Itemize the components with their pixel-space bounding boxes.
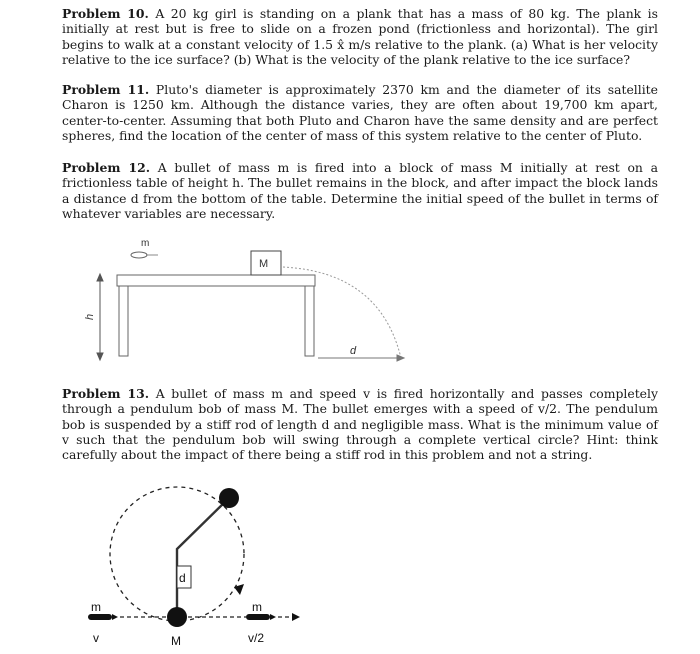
bullet-out [188,613,300,621]
problem-11-text: Pluto's diameter is approximately 2370 km and the diameter of its satellite Charon is 1250 km. Although the distance varies, they are often about 19,700 km apart, center-to-center. Assuming that both Pluto and Charon have the same density and are perfect spheres, find the location of the center of mass of this system relative to the center of Pluto. [62,82,658,143]
problem-10-label: Problem 10. [62,6,149,21]
problem-12-label: Problem 12. [62,160,151,175]
problem-13-text: A bullet of mass m and speed v is fired horizontally and passes completely through a pendulum bob of mass M. The bullet emerges with a speed of v/2. The pendulum bob is suspended by a stiff rod of length d and negligible mass. What is the minimum value of v such that the pendulum bob will swing through a complete vertical circle? Hint: think carefully about the impact of there being a stiff rod in this problem and not a string. [62,386,658,463]
problem-10-text: A 20 kg girl is standing on a plank that has a mass of 80 kg. The plank is initially at rest but is free to slide on a frozen pond (frictionless and horizontal). The girl begins to walk at a constant velocity of 1.5 x̂ m/s relative to the plank. (a) What is her velocity relative to the ice surface? (b) What is the velocity of the plank relative to the ice surface? [62,6,658,67]
problem-13-label: Problem 13. [62,386,150,401]
height-label: h [84,313,96,320]
problem-11-label: Problem 11. [62,82,150,97]
speed-out-label: v/2 [248,631,265,645]
bob [167,607,187,627]
block-label: M [259,258,269,270]
pendulum-rod [177,498,229,615]
speed-in-label: v [93,631,99,645]
distance-label: d [350,345,357,357]
bob-label: M [171,634,181,648]
problem-12-text: A bullet of mass m is fired into a block of mass M initially at rest on a frictionless table of height h. The bullet remains in the block, and after impact the block lands a distance d from the bottom of the table. Determine the initial speed of the bullet in terms of whatever variables are necessary. [62,160,658,221]
rod-length-label: d [179,571,186,585]
bob-swung [219,488,239,508]
bullet-in-label: m [91,600,101,614]
bullet-label-12: m [141,238,150,249]
bullet-out-label: m [252,600,262,614]
